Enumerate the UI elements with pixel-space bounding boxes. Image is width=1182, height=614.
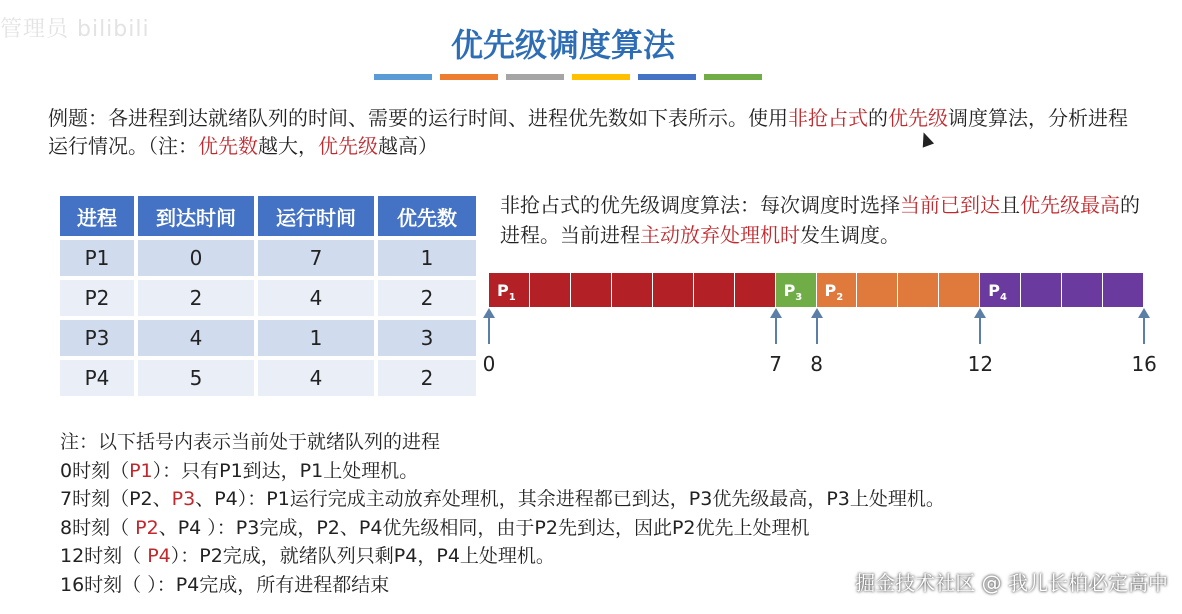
column-header: 运行时间 <box>256 194 376 238</box>
gantt-label: $P_3$ <box>783 281 803 304</box>
table-cell: P4 <box>58 358 136 398</box>
note-line: 0时刻（P1）：只有P1到达，P1上处理机。 <box>60 459 419 482</box>
note-line: 16时刻（ ）：P4完成，所有进程都结束 <box>60 573 390 596</box>
table-cell: 1 <box>376 238 478 278</box>
gantt-cell <box>857 273 898 307</box>
gantt-segment <box>817 273 981 307</box>
title-color-bars <box>374 74 762 80</box>
gantt-segment <box>489 273 776 307</box>
column-header: 进程 <box>58 194 136 238</box>
table-cell: P1 <box>58 238 136 278</box>
table-row <box>58 238 478 278</box>
table-cell: 2 <box>136 278 256 318</box>
table-cell: 4 <box>256 358 376 398</box>
intro-text: 越大， <box>258 134 318 158</box>
table-cell: 7 <box>256 238 376 278</box>
table-header-row <box>58 194 478 238</box>
table-cell: 4 <box>256 278 376 318</box>
gantt-cell <box>898 273 939 307</box>
tick-label: 8 <box>810 352 823 376</box>
example-intro <box>48 104 1128 160</box>
note-line: 12时刻（ P4）：P2完成，就绪队列只剩P4，P4上处理机。 <box>60 545 555 567</box>
explain-text: 非抢占式的优先级调度算法：每次调度时选择 <box>500 193 900 217</box>
gantt-label: $P_4$ <box>988 281 1007 304</box>
explain-text: 且 <box>1000 193 1020 217</box>
table-cell: 2 <box>376 278 478 318</box>
gantt-label: $P_1$ <box>497 281 516 304</box>
gantt-cell <box>612 273 653 307</box>
algorithm-explanation <box>500 190 1140 250</box>
table-cell: 4 <box>136 318 256 358</box>
intro-text: 的 <box>868 106 888 130</box>
gantt-cell <box>530 273 571 307</box>
gantt-segment <box>980 273 1144 307</box>
gantt-cell <box>939 273 980 307</box>
tick-label: 16 <box>1131 352 1157 376</box>
intro-text: 越高） <box>378 134 438 158</box>
intro-highlight: 优先数 <box>198 134 258 158</box>
notes-heading: 注：以下括号内表示当前处于就绪队列的进程 <box>60 431 441 453</box>
gantt-cell <box>1062 273 1103 307</box>
color-bar <box>440 74 498 80</box>
intro-highlight: 优先级 <box>318 134 378 158</box>
explain-highlight: 优先级最高 <box>1020 193 1120 217</box>
time-axis <box>0 306 1182 386</box>
tick-label: 12 <box>967 352 994 376</box>
explain-text: 发生调度。 <box>800 223 900 247</box>
gantt-cell <box>653 273 694 307</box>
intro-text: 例题：各进程到达就绪队列的时间、需要的运行时间、进程优先数如下表所示。使用 <box>48 106 788 130</box>
explain-text: 的进程。当前进程 <box>500 193 1140 247</box>
table-cell: 3 <box>376 318 478 358</box>
note-line: 8时刻（ P2、P4 ）：P3完成，P2、P4优先级相同，由于P2先到达，因此P2优先上处理机 <box>60 516 810 539</box>
gantt-cell <box>571 273 612 307</box>
intro-highlight: 非抢占式 <box>788 106 868 130</box>
column-header: 到达时间 <box>136 194 256 238</box>
page-title: 优先级调度算法 <box>450 26 675 64</box>
gantt-cell <box>1103 273 1144 307</box>
column-header: 优先数 <box>376 194 478 238</box>
color-bar <box>704 74 762 80</box>
channel-logo: 管理员 bilibili <box>0 17 150 42</box>
tick-label: 0 <box>482 352 496 376</box>
color-bar <box>572 74 630 80</box>
intro-text: 调度算法，分析进程运行情况。（注： <box>48 106 1128 158</box>
gantt-label: $P_2$ <box>824 281 844 304</box>
explain-highlight: 当前已到达 <box>900 193 1000 217</box>
watermark: 掘金技术社区 @ 我儿长柏必定高中 <box>855 571 1168 595</box>
gantt-cell <box>694 273 735 307</box>
gantt-cell <box>735 273 776 307</box>
table-cell: 1 <box>256 318 376 358</box>
explain-highlight: 主动放弃处理机时 <box>640 223 800 247</box>
color-bar <box>506 74 564 80</box>
table-cell: P3 <box>58 318 136 358</box>
table-cell: 0 <box>136 238 256 278</box>
table-cell: 5 <box>136 358 256 398</box>
color-bar <box>638 74 696 80</box>
schedule-notes <box>60 428 945 599</box>
note-line: 7时刻（P2、P3、P4）：P1运行完成主动放弃处理机，其余进程都已到达，P3优先级最高，P3上处理机。 <box>60 488 945 510</box>
gantt-chart <box>489 273 1144 307</box>
gantt-segment <box>776 273 817 307</box>
intro-highlight: 优先级 <box>888 106 948 130</box>
table-cell: 2 <box>376 358 478 398</box>
tick-label: 7 <box>769 352 782 376</box>
gantt-cell <box>1021 273 1062 307</box>
table-cell: P2 <box>58 278 136 318</box>
color-bar <box>374 74 432 80</box>
